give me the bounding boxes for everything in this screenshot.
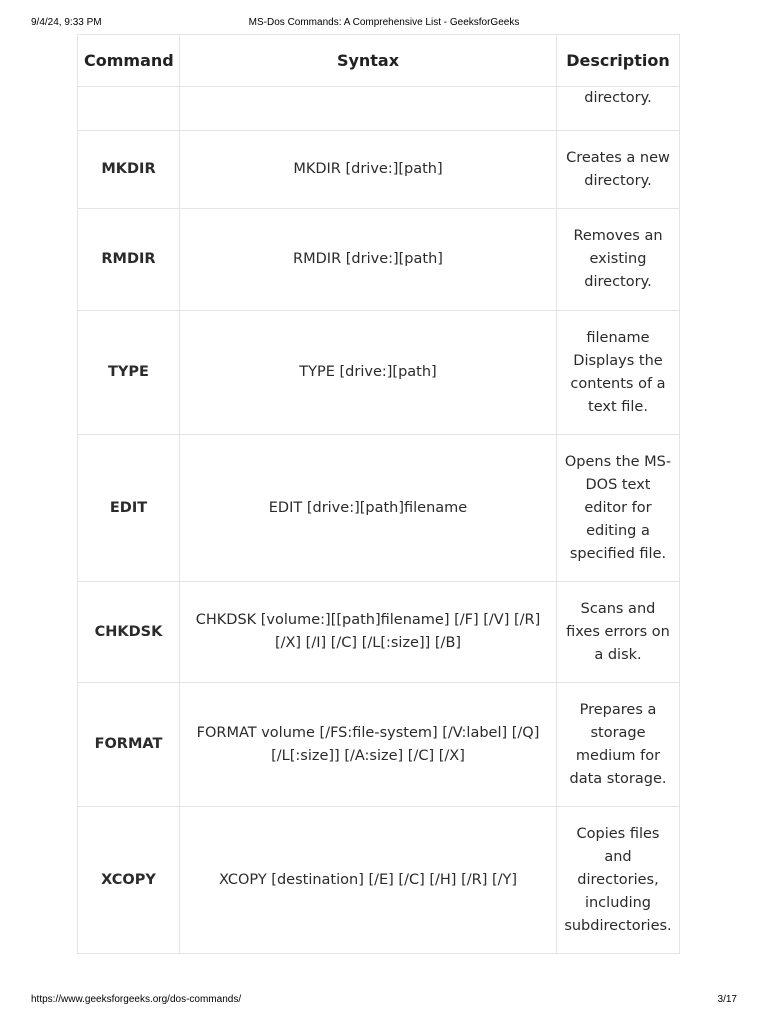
table-row [78,683,680,807]
column-header-syntax: Syntax [180,35,557,87]
description-cell: Opens the MS-DOS text editor for editing a specified file. [557,435,680,582]
command-cell: RMDIR [78,209,180,311]
column-header-command: Command [78,35,180,87]
description-cell: filename Displays the contents of a text file. [557,311,680,435]
description-cell: Creates a new directory. [557,131,680,209]
print-datetime: 9/4/24, 9:33 PM [31,17,102,28]
table-header-row [78,35,680,87]
commands-table [77,34,680,954]
table-row [78,209,680,311]
table-row [78,87,680,131]
description-cell: Scans and fixes errors on a disk. [557,582,680,683]
syntax-cell: CHKDSK [volume:][[path]filename] [/F] [/V] [/R] [/X] [/I] [/C] [/L[:size]] [/B] [180,582,557,683]
print-header [31,17,737,31]
description-cell: Copies files and directories, including subdirectories. [557,807,680,954]
table-row [78,582,680,683]
page-number: 3/17 [717,994,737,1005]
page-url[interactable]: https://www.geeksforgeeks.org/dos-commands/ [31,994,242,1005]
print-footer [31,994,737,1008]
command-cell: CHKDSK [78,582,180,683]
syntax-cell: MKDIR [drive:][path] [180,131,557,209]
command-cell: TYPE [78,311,180,435]
commands-table-container[interactable] [84,34,672,956]
command-cell: EDIT [78,435,180,582]
syntax-cell: EDIT [drive:][path]filename [180,435,557,582]
syntax-cell: TYPE [drive:][path] [180,311,557,435]
description-cell: Removes an existing directory. [557,209,680,311]
description-cell: directory. [557,87,680,131]
table-row [78,131,680,209]
table-row [78,435,680,582]
syntax-cell: XCOPY [destination] [/E] [/C] [/H] [/R] [/Y] [180,807,557,954]
print-page-title: MS-Dos Commands: A Comprehensive List - GeeksforGeeks [248,17,520,28]
column-header-description: Description [557,35,680,87]
description-cell: Prepares a storage medium for data storage. [557,683,680,807]
table-row [78,807,680,954]
syntax-cell [180,87,557,131]
command-cell: XCOPY [78,807,180,954]
command-cell [78,87,180,131]
command-cell: FORMAT [78,683,180,807]
syntax-cell: RMDIR [drive:][path] [180,209,557,311]
syntax-cell: FORMAT volume [/FS:file-system] [/V:label] [/Q] [/L[:size]] [/A:size] [/C] [/X] [180,683,557,807]
command-cell: MKDIR [78,131,180,209]
table-row [78,311,680,435]
